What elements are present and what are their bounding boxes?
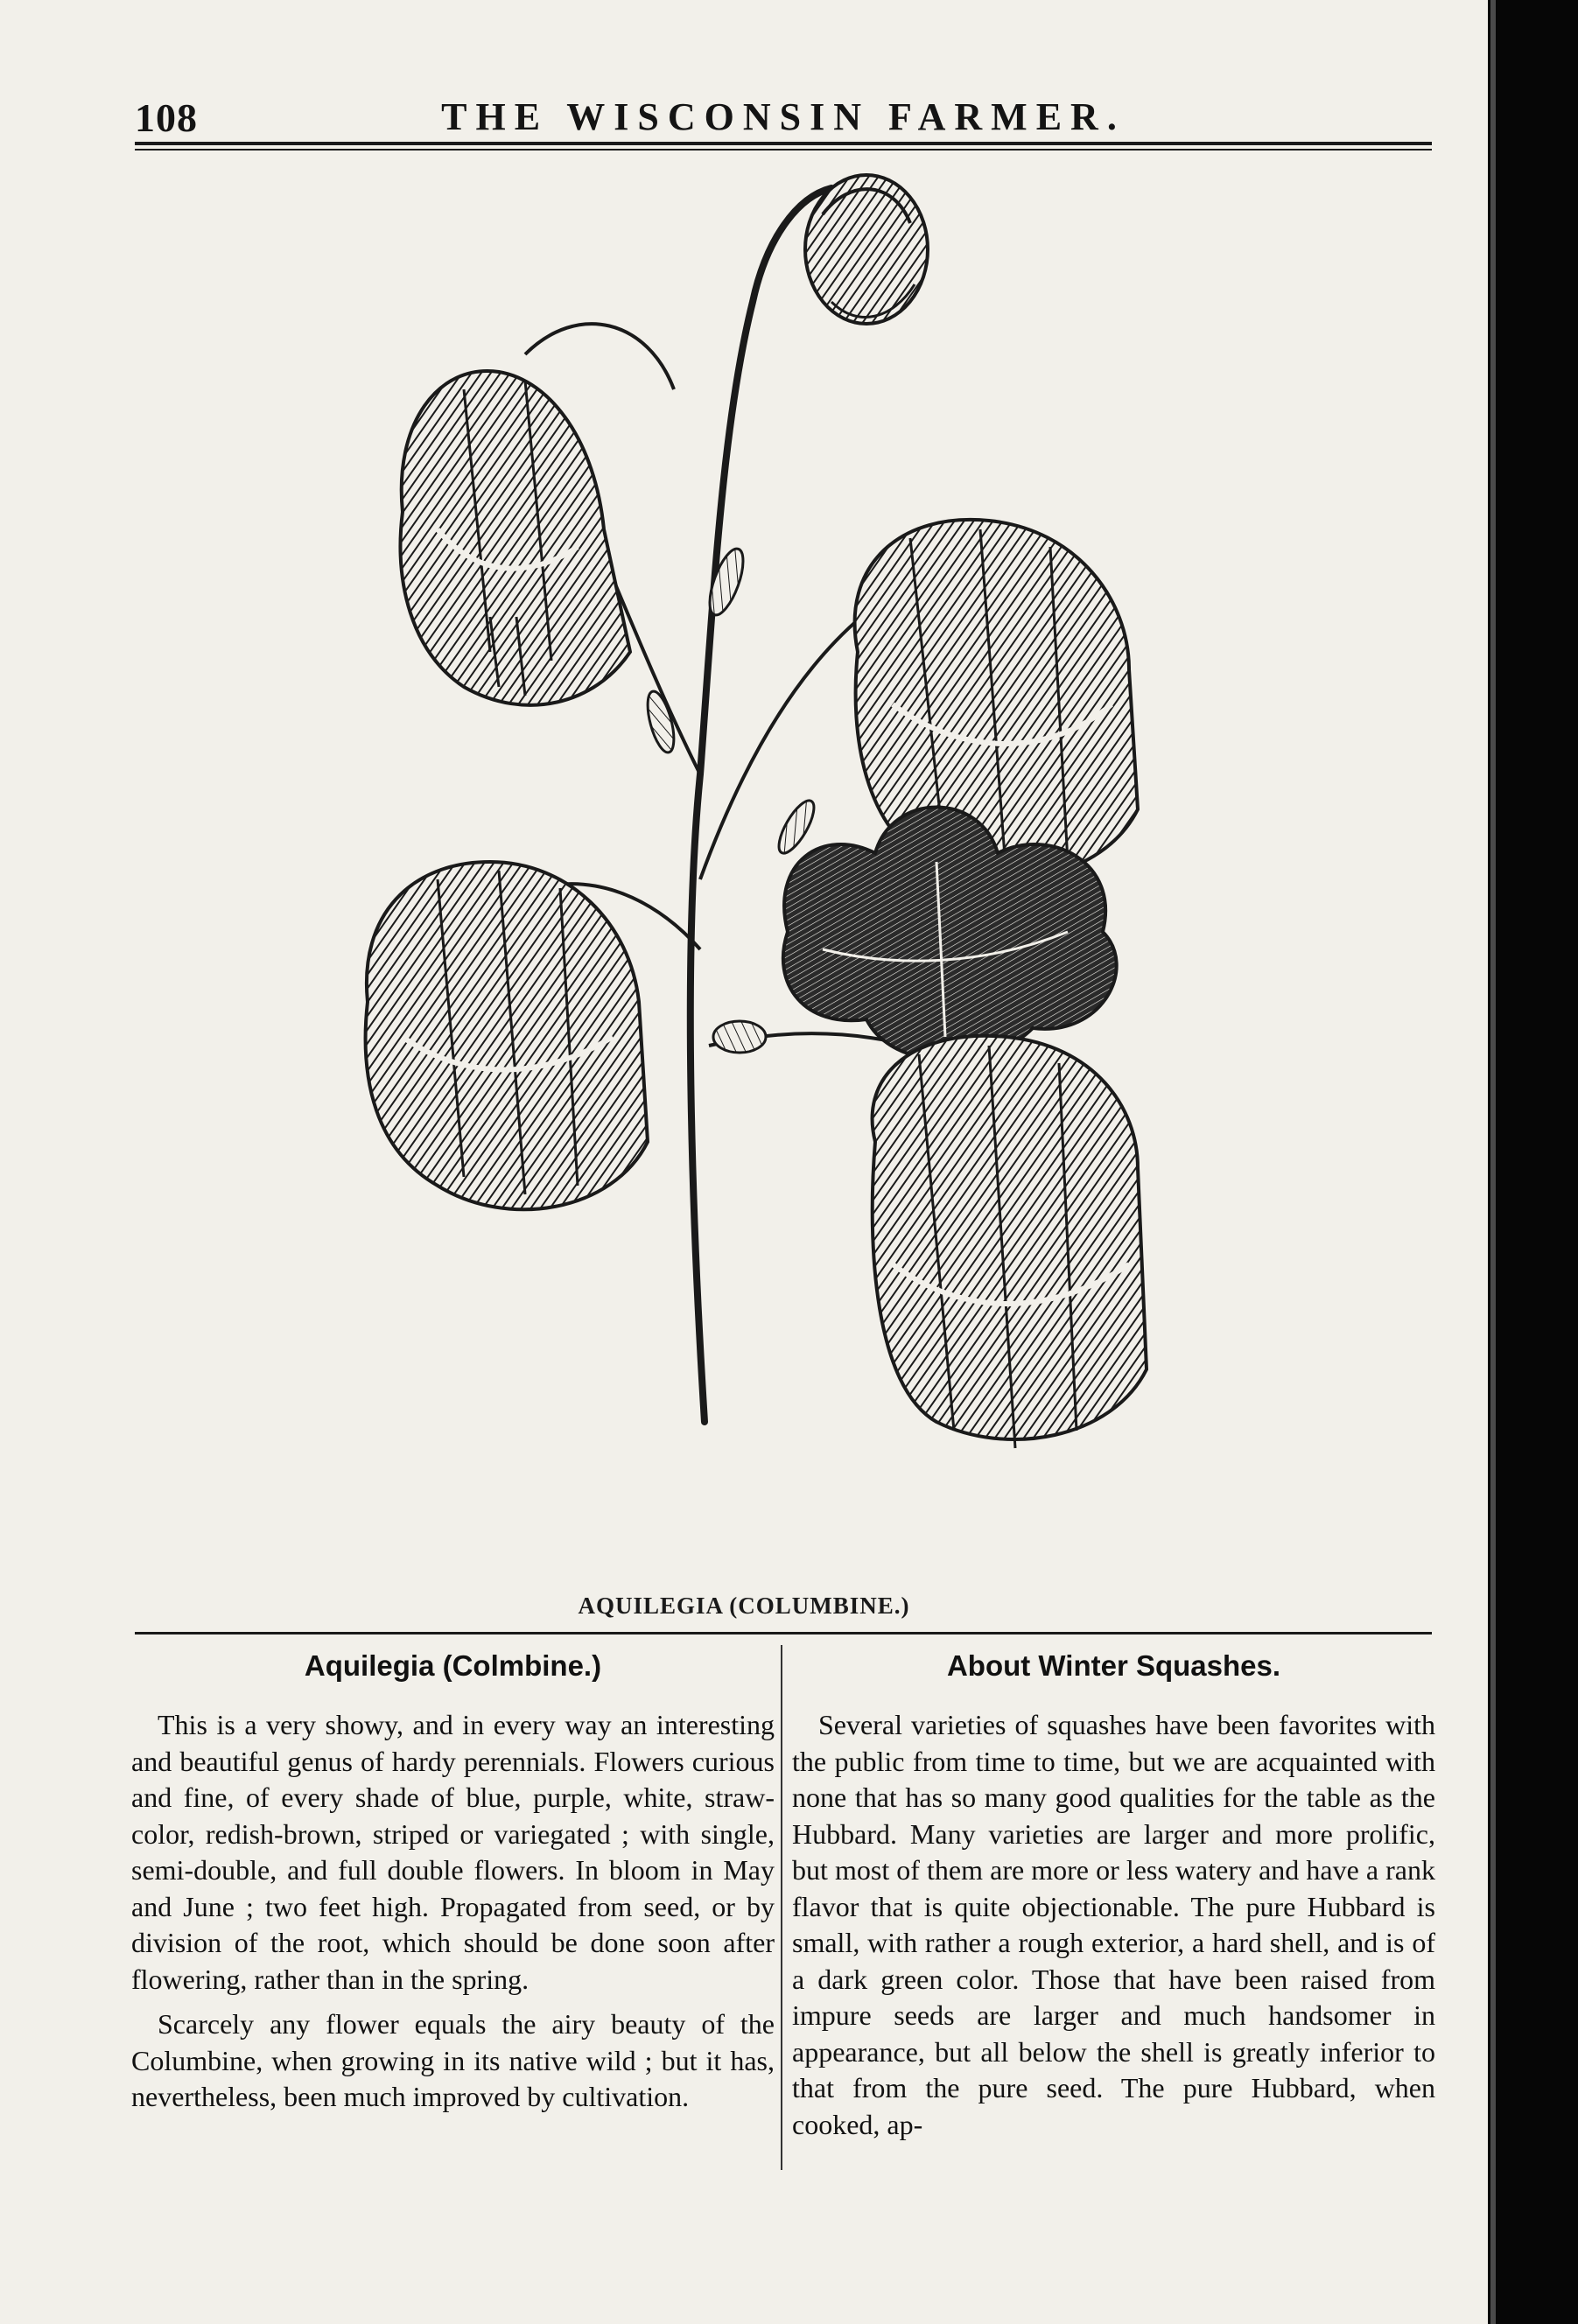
- left-article: [131, 1649, 775, 2124]
- right-article-title: About Winter Squashes.: [946, 1649, 1281, 1682]
- columbine-engraving: [263, 162, 1313, 1597]
- section-rule: [135, 1632, 1432, 1634]
- page-header: [131, 91, 1435, 144]
- page-number: 108: [135, 95, 198, 140]
- left-article-paragraph: This is a very showy, and in every way an interesting and beautiful genus of hardy perennials. Flowers curious and fine, of every shade of blue, purple, white, straw-color, redish-brown, striped or variegated ; with single, semi-double, and full double flowers. In bloom in May and June ; two feet high. Propagated from seed, or by division of the root, which should be done soon after flowering, rather than in the spring.: [131, 1709, 775, 1995]
- column-divider: [781, 1645, 782, 2170]
- upper-left-flower: [401, 371, 630, 705]
- illustration-caption: AQUILEGIA (COLUMBINE.): [578, 1592, 910, 1619]
- lower-left-flower: [366, 862, 648, 1209]
- left-article-paragraph: Scarcely any flower equals the airy beauty of the Columbine, when growing in its native wild ; but it has, nevertheless, been much improved by cultivation.: [131, 2008, 775, 2112]
- stem-bud-1: [703, 545, 750, 620]
- header-rule-thin: [135, 149, 1432, 150]
- right-article: [792, 1649, 1435, 2152]
- running-title: THE WISCONSIN FARMER.: [441, 95, 1126, 138]
- right-article-paragraph: Several varieties of squashes have been favorites with the public from time to time, but we are acquainted with none that has so many good qualities for the table as the Hubbard. Many varieties are larger and more prolific, but most of them are more or less watery and have a rank flavor that is quite objectionable. The pure Hubbard is small, with rather a rough exterior, a hard shell, and is of a dark green color. Those that have been raised from impure seeds are larger and much handsomer in appearance, but all below the shell is greatly inferior to that from the pure seed. The pure Hubbard, when cooked, ap-: [792, 1709, 1435, 2140]
- top-bud: [805, 175, 928, 324]
- left-article-title: Aquilegia (Colmbine.): [304, 1649, 602, 1682]
- stem-node: [713, 1021, 766, 1053]
- lower-right-flower: [873, 1036, 1147, 1448]
- scan-border: [1488, 0, 1578, 2324]
- header-rule: [135, 142, 1432, 145]
- stem-bud-3: [773, 796, 821, 858]
- page-edge: [1490, 0, 1496, 2324]
- upper-left-arch: [525, 324, 674, 389]
